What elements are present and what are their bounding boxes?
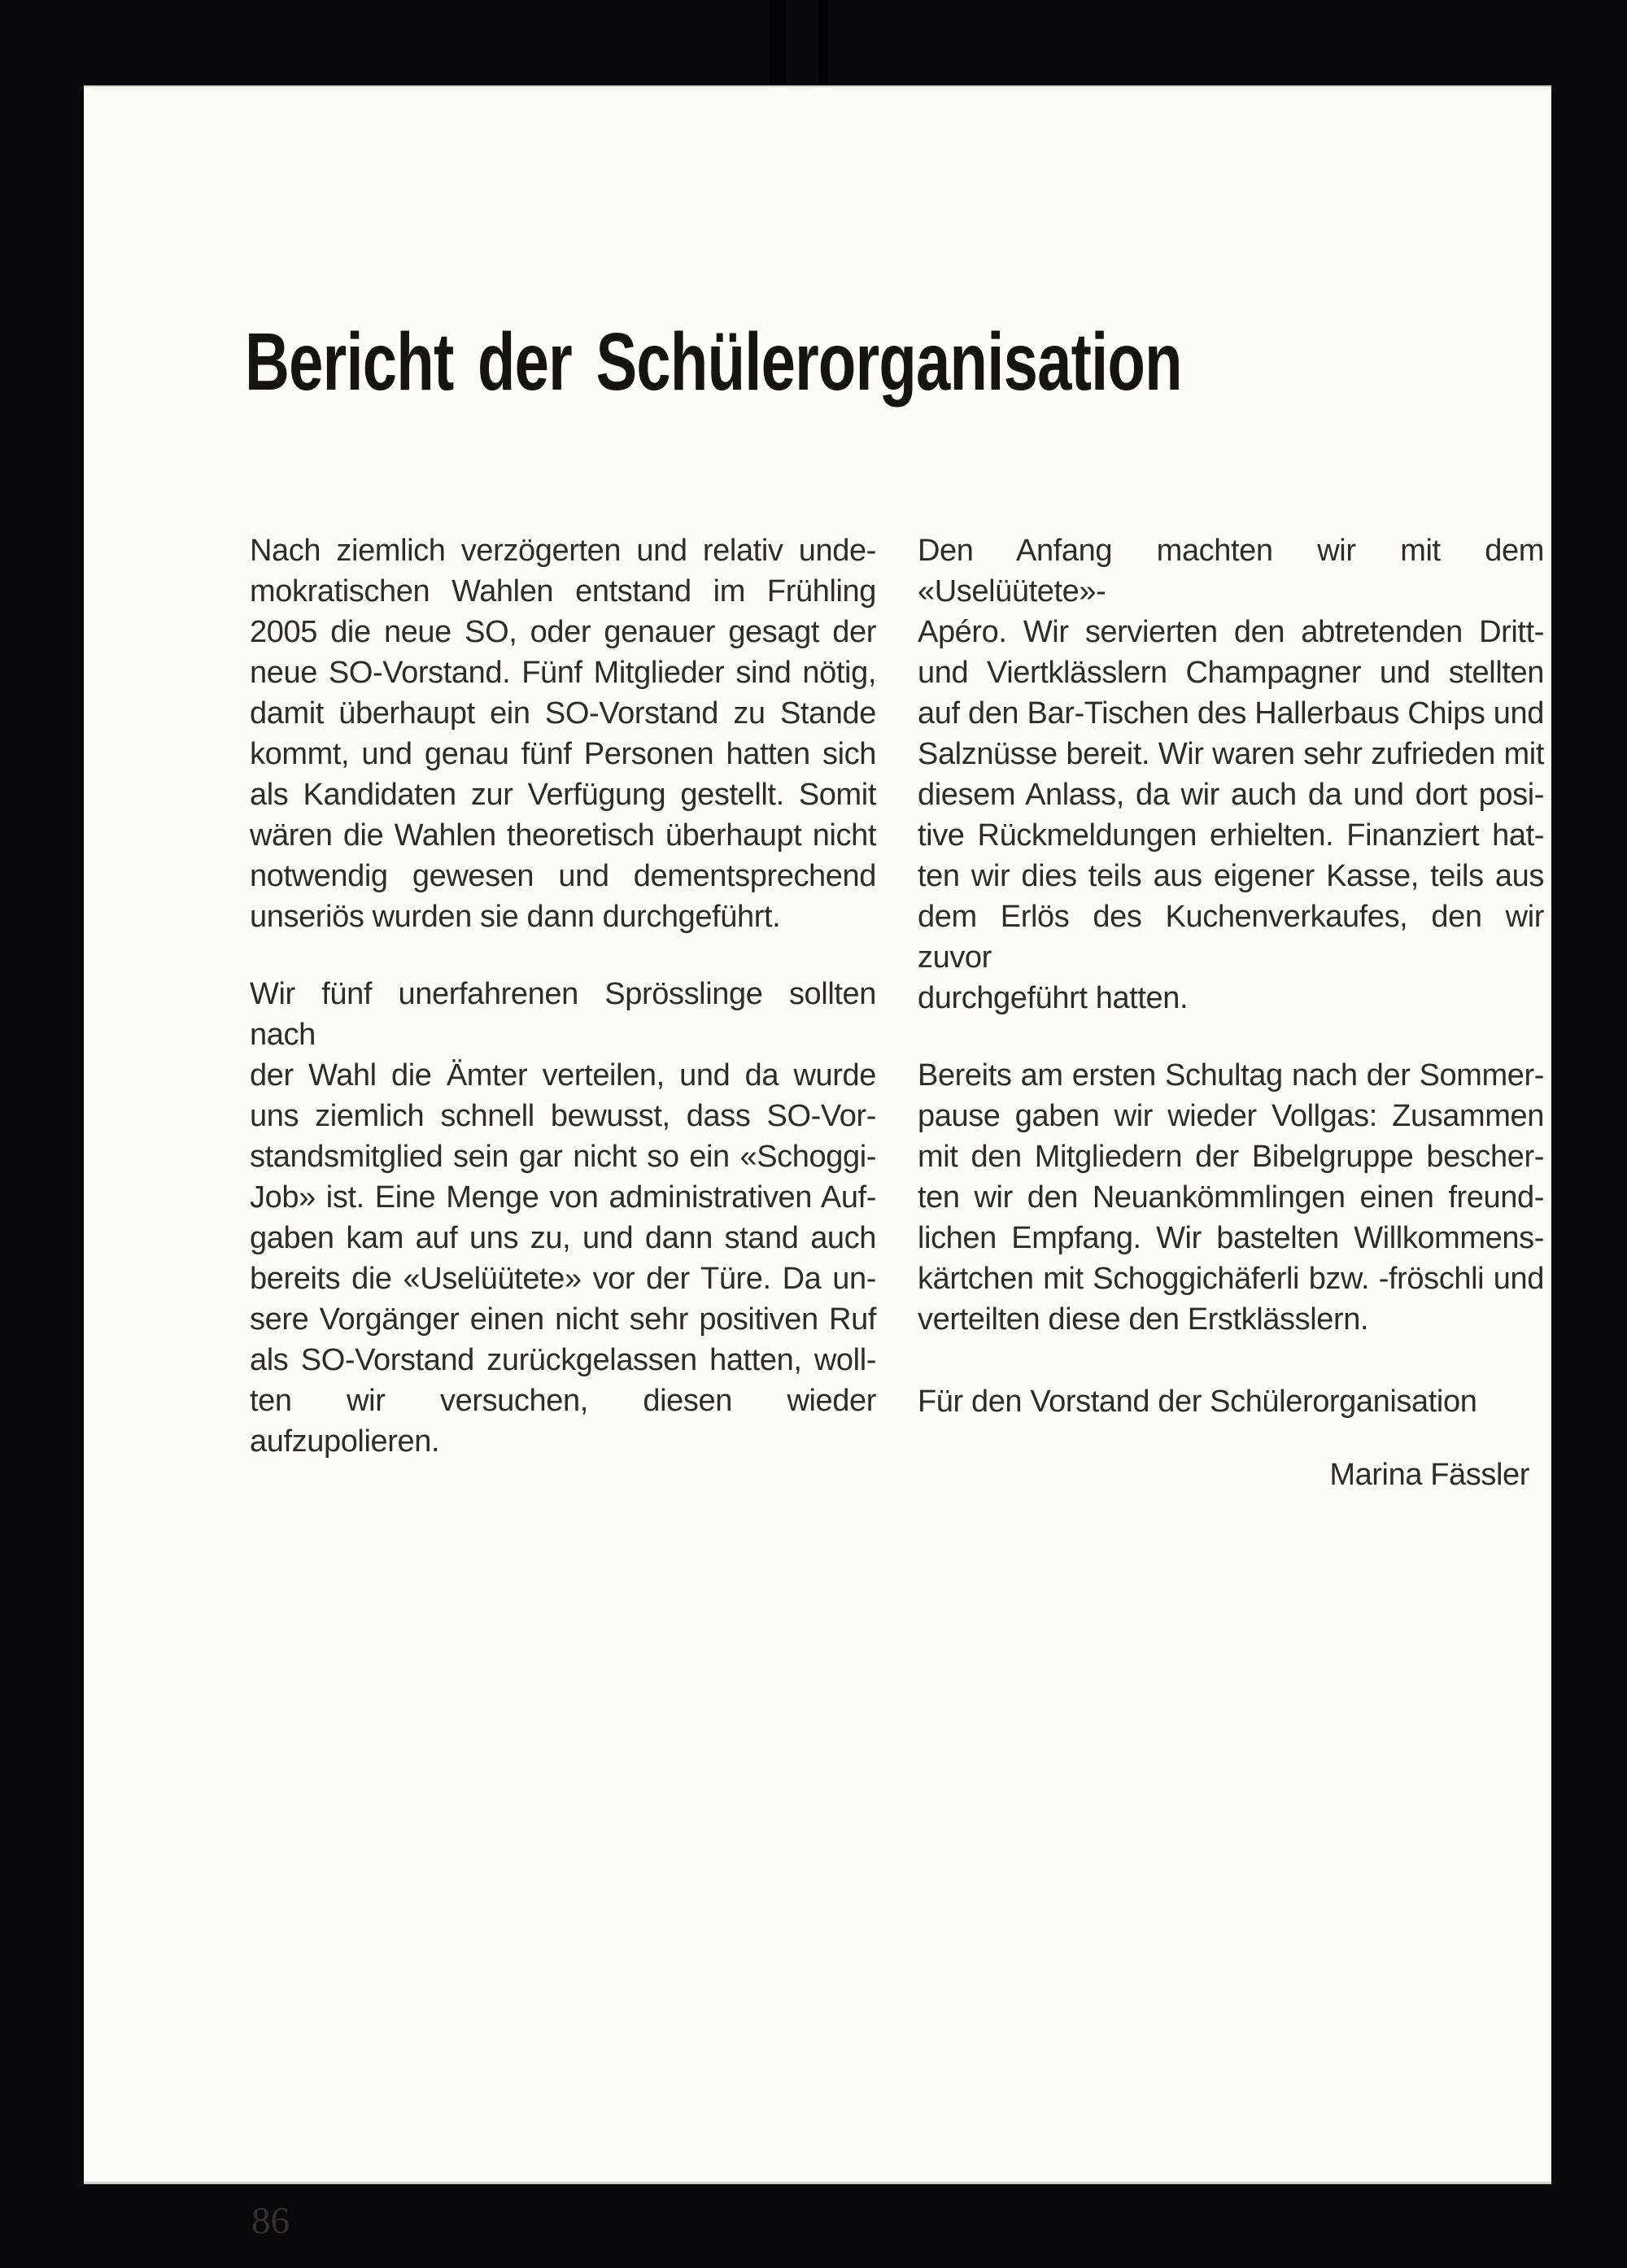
text-line: ten wir den Neuankömmlingen einen freund- xyxy=(918,1180,1544,1215)
text-line: pause gaben wir wieder Vollgas: Zusammen xyxy=(918,1099,1544,1133)
text-line: Job» ist. Eine Menge von administrativen Auf- xyxy=(250,1180,876,1215)
scan-seam-artifact-2 xyxy=(818,0,828,86)
text-line: der Wahl die Ämter verteilen, und da wurde xyxy=(250,1058,876,1093)
text-line: Salznüsse bereit. Wir waren sehr zufrieden mit xyxy=(918,737,1544,771)
text-line: wären die Wahlen theoretisch überhaupt nicht xyxy=(250,818,876,853)
text-line: bereits die «Uselüütete» vor der Türe. Da un- xyxy=(250,1262,876,1296)
paragraph xyxy=(918,1055,1544,1340)
text-line: kärtchen mit Schoggichäferli bzw. -fröschli und xyxy=(918,1262,1544,1296)
text-line: Bereits am ersten Schultag nach der Sommer- xyxy=(918,1058,1544,1093)
text-line: als SO-Vorstand zurückgelassen hatten, woll- xyxy=(250,1343,876,1377)
text-line: gaben kam auf uns zu, und dann stand auch xyxy=(250,1221,876,1255)
text-line: notwendig gewesen und dementsprechend xyxy=(250,859,876,893)
text-line: ten wir dies teils aus eigener Kasse, teils aus xyxy=(918,859,1544,893)
text-line: Wir fünf unerfahrenen Sprösslinge sollten nach xyxy=(250,977,876,1052)
text-line: unseriös wurden sie dann durchgeführt. xyxy=(250,900,781,934)
text-line: lichen Empfang. Wir bastelten Willkommens- xyxy=(918,1221,1544,1255)
text-line: mit den Mitgliedern der Bibelgruppe bescher- xyxy=(918,1140,1544,1174)
text-line: kommt, und genau fünf Personen hatten sich xyxy=(250,737,876,771)
text-line: damit überhaupt ein SO-Vorstand zu Stande xyxy=(250,696,876,731)
paragraph xyxy=(250,530,876,937)
text-line: sere Vorgänger einen nicht sehr positiven Ruf xyxy=(250,1302,876,1337)
text-line: standsmitglied sein gar nicht so ein «Schoggi- xyxy=(250,1140,876,1174)
text-line: mokratischen Wahlen entstand im Frühling xyxy=(250,574,876,608)
book-page xyxy=(84,85,1551,2242)
text-line: als Kandidaten zur Verfügung gestellt. Somit xyxy=(250,778,876,812)
text-line: und Viertklässlern Champagner und stellten xyxy=(918,656,1544,690)
paragraph xyxy=(250,974,876,1462)
page-number: 86 xyxy=(251,2200,290,2242)
right-text-column xyxy=(918,530,1544,1495)
text-line: Den Anfang machten wir mit dem «Uselüütete»- xyxy=(918,534,1544,608)
scan-seam-artifact-1 xyxy=(770,0,786,86)
text-line: auf den Bar-Tischen des Hallerbaus Chips und xyxy=(918,696,1544,731)
article-title: Bericht der Schülerorganisation xyxy=(245,316,1182,408)
text-line: uns ziemlich schnell bewusst, dass SO-Vor- xyxy=(250,1099,876,1133)
text-line: verteilten diese den Erstklässlern. xyxy=(918,1302,1369,1337)
text-line: Nach ziemlich verzögerten und relativ unde- xyxy=(250,534,876,568)
text-line: ten wir versuchen, diesen wieder aufzupolieren. xyxy=(250,1384,876,1459)
signoff-line: Für den Vorstand der Schülerorganisation xyxy=(918,1385,1477,1419)
text-line: 2005 die neue SO, oder genauer gesagt der xyxy=(250,615,876,649)
text-line: neue SO-Vorstand. Fünf Mitglieder sind nötig, xyxy=(250,656,876,690)
paragraph xyxy=(918,530,1544,1018)
left-text-column xyxy=(250,530,876,1462)
text-line: Apéro. Wir servierten den abtretenden Dritt- xyxy=(918,615,1544,649)
text-line: dem Erlös des Kuchenverkaufes, den wir zuvor xyxy=(918,900,1544,975)
author-name: Marina Fässler xyxy=(1329,1458,1529,1492)
text-line: durchgeführt hatten. xyxy=(918,981,1189,1015)
text-line: diesem Anlass, da wir auch da und dort posi- xyxy=(918,778,1544,812)
text-line: tive Rückmeldungen erhielten. Finanziert hat- xyxy=(918,818,1544,853)
